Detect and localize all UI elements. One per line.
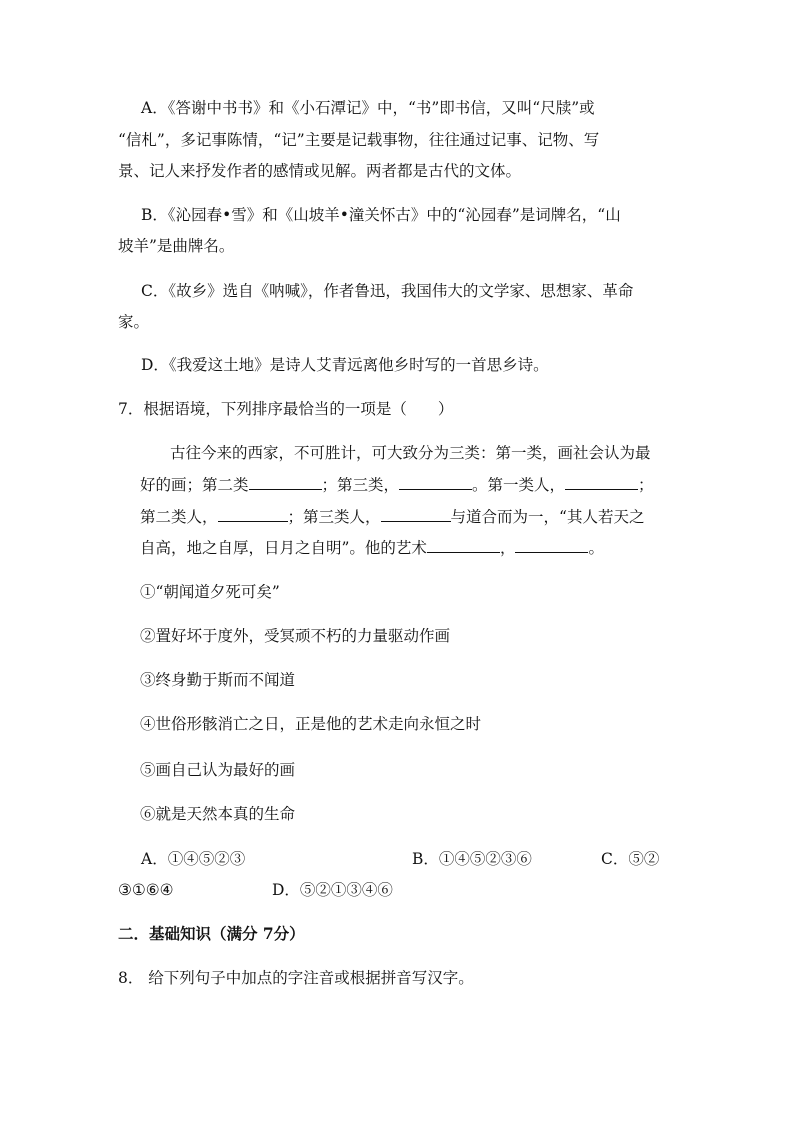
q7-item-1: ①“朝闻道夕死可矣”: [140, 583, 280, 601]
q7-option-c-part2: ③①⑥④: [118, 881, 174, 899]
q7-option-a: A．①④⑤②③: [141, 850, 246, 868]
q6-option-c-line1: C．《故乡》选自《呐喊》，作者鲁迅，我国伟大的文学家、思想家、革命: [141, 282, 634, 300]
q7-item-3: ③终身勤于斯而不闻道: [140, 671, 296, 689]
q7-passage-text: ，: [499, 539, 516, 557]
section-heading: 二．基础知识（满分 7分）: [118, 924, 305, 943]
q7-passage-text: 。: [588, 539, 604, 557]
q6-option-b-line2: 坡羊”是曲牌名。: [118, 237, 235, 255]
q6-option-d: D．《我爱这土地》是诗人艾青远离他乡时写的一首思乡诗。: [141, 356, 549, 374]
q7-passage-text: 自高，地之自厚，日月之自明”。他的艺术: [140, 539, 427, 557]
q7-option-b: B．①④⑤②③⑥: [412, 850, 532, 868]
q7-stem: 7．根据语境，下列排序最恰当的一项是（ ）: [118, 400, 454, 418]
q7-passage-line2: [140, 475, 654, 495]
answer-blank[interactable]: [427, 538, 500, 553]
q7-item-2: ②置好坏于度外，受冥顽不朽的力量驱动作画: [140, 627, 451, 645]
answer-blank[interactable]: [515, 538, 588, 553]
q7-passage-text: 第二类人，: [140, 508, 218, 526]
q6-option-c-line2: 家。: [118, 313, 150, 331]
q7-passage-text: 好的画；第二类: [140, 476, 249, 494]
q7-passage-line4: [140, 538, 604, 558]
answer-blank[interactable]: [218, 507, 288, 522]
answer-blank[interactable]: [381, 507, 451, 522]
answer-blank[interactable]: [399, 475, 472, 490]
q7-passage-text: 。第一类人，: [472, 476, 566, 494]
q7-passage-line3: [140, 507, 644, 527]
q6-option-a-line3: 景、记人来抒发作者的感情或见解。两者都是古代的文体。: [118, 162, 522, 180]
q7-option-c-part1: C．⑤②: [601, 850, 660, 868]
q8-stem: 8． 给下列句子中加点的字注音或根据拼音写汉字。: [118, 969, 474, 987]
q7-passage-text: ；: [638, 476, 654, 494]
answer-blank[interactable]: [565, 475, 638, 490]
q7-item-6: ⑥就是天然本真的生命: [140, 805, 296, 823]
q7-passage-text: ；第三类，: [321, 476, 400, 494]
q7-option-d: D．⑤②①③④⑥: [272, 881, 393, 899]
answer-blank[interactable]: [249, 475, 322, 490]
q6-option-a-line2: “信札”，多记事陈情，“记”主要是记载事物，往往通过记事、记物、写: [118, 131, 600, 149]
q6-option-a-line1: A．《答谢中书书》和《小石潭记》中，“书”即书信，又叫“尺牍”或: [141, 99, 595, 117]
q7-passage-line1: 古往今来的西家，不可胜计，可大致分为三类：第一类，画社会认为最: [170, 444, 651, 462]
q7-passage-text: 与道合而为一，“其人若天之: [450, 508, 645, 526]
q7-item-4: ④世俗形骸消亡之日，正是他的艺术走向永恒之时: [140, 715, 482, 733]
q7-passage-text: ；第三类人，: [287, 508, 381, 526]
q7-item-5: ⑤画自己认为最好的画: [140, 761, 296, 779]
q6-option-b-line1: B．《沁园春•雪》和《山坡羊•潼关怀古》中的“沁园春”是词牌名，“山: [141, 206, 621, 224]
